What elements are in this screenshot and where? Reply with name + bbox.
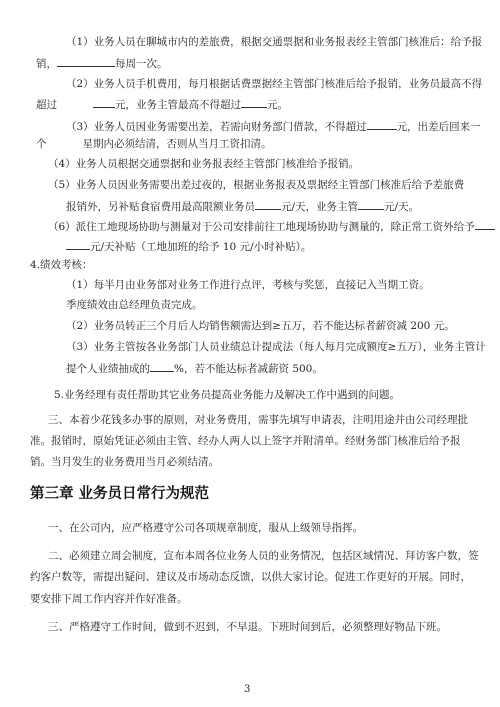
expense-item-5-line1: （5）业务人员因业务需要出差过夜的，根据业务报表及票据经主管部门核准后给予差旅费	[48, 179, 465, 191]
chapter3-para-1: 一、在公司内，应严格遵守公司各项规章制度，服从上级领导指挥。	[48, 522, 363, 534]
blank-field	[93, 97, 115, 108]
text-fragment: 元/天。	[384, 201, 420, 213]
text-fragment: 超过	[36, 99, 57, 111]
text-fragment: 元/天，业务主管	[281, 201, 359, 213]
text-fragment: 每周一次。	[115, 58, 168, 70]
blank-field	[66, 239, 90, 250]
blank-field	[475, 219, 495, 230]
performance-item-2-line1: （2）业务员转正三个月后人均销售额需达到≥五万，若不能达标者薪资减 200 元。	[66, 320, 455, 332]
expense-item-2-line2	[36, 97, 288, 112]
chapter3-para-2-line1: 二、必须建立周会制度，宣布本周各位业务人员的业务情况，包括区域情况、拜访客户数，签	[48, 550, 479, 562]
performance-item-3-line1: （3）业务主管按各业务部门人员业绩总计提成法（每人每月完成额度≥五万），业务主管计	[66, 341, 486, 353]
principle-line3: 销。当月发生的业务费用当月必须结清。	[30, 456, 219, 468]
chapter-heading: 第三章 业务员日常行为规范	[30, 485, 210, 502]
text-fragment: （6）派住工地现场协助与测量对于公司安排前往工地现场协助与测量的，除正常工资外给予	[48, 221, 475, 233]
performance-item-3-line2	[66, 361, 323, 376]
expense-item-5-line2	[66, 199, 419, 214]
expense-item-6-line2	[66, 239, 311, 254]
expense-item-6-line1	[48, 219, 495, 234]
blank-field	[150, 361, 174, 372]
manager-responsibility: 5.业务经理有责任帮助其它业务员提高业务能力及解决工作中遇到的问题。	[54, 389, 401, 401]
text-fragment: %，若不能达标者减薪资 500。	[174, 363, 323, 375]
blank-field	[367, 119, 397, 130]
text-fragment: 元/天补贴（工地加班的给予 10 元/小时补贴）。	[90, 241, 312, 253]
blank-field	[57, 56, 115, 67]
text-fragment: 星期内必须结清，否则从当月工资扣清。	[82, 138, 272, 150]
principle-line2: 准。报销时，原始凭证必须由主管、经办人两人以上签字并附清单。经财务部门核准后给予报	[30, 435, 461, 447]
expense-item-3-line2	[36, 138, 272, 151]
text-fragment: 提个人业绩抽成的	[66, 363, 150, 375]
expense-item-1-line1: （1）业务人员在聊城市内的差旅费，根据交通票据和业务报表经主管部门核准后：给予报	[66, 36, 483, 48]
expense-item-4-line1: （4）业务人员根据交通票据和业务报表经主管部门核准给予报销。	[48, 158, 360, 170]
text-fragment: 报销外，另补贴食宿费用最高限额业务员	[66, 201, 255, 213]
text-fragment: 元，业务主管最高不得超过	[115, 99, 241, 111]
chapter3-para-3: 三、严格遵守工作时间，做到不迟到，不早退。下班时间到后，必须整理好物品下班。	[48, 621, 447, 633]
performance-item-1-line2: 季度绩效由总经理负责完成。	[66, 299, 203, 311]
expense-item-1-line2	[36, 56, 168, 71]
chapter3-para-2-line2: 约客户数等，需提出疑问、建议及市场动态反馈，以供大家讨论。促进工作更好的开展。同时，	[30, 571, 471, 583]
performance-title: 4.绩效考核：	[30, 259, 93, 271]
expense-item-2-line1: （2）业务人员手机费用，每月根据话费票据经主管部门核准后给予报销，业务员最高不得	[66, 78, 483, 90]
principle-line1: 三、本着少花钱多办事的原则，对业务费用，需事先填写申请表，注明用途并由公司经理批	[48, 414, 468, 426]
chapter3-para-2-line3: 要安排下周工作内容并作好准备。	[30, 593, 188, 605]
blank-field	[358, 199, 384, 210]
expense-item-3-line1	[66, 119, 481, 134]
text-fragment: 元。	[267, 99, 288, 111]
blank-field	[255, 199, 281, 210]
blank-field	[241, 97, 267, 108]
performance-item-1-line1: （1）每半月由业务部对业务工作进行点评，考核与奖惩，直接记入当期工资。	[66, 279, 430, 291]
text-fragment: 个	[36, 138, 47, 150]
text-fragment: 销，	[36, 58, 57, 70]
text-fragment: 元，出差后回来一	[396, 121, 481, 133]
text-fragment: （3）业务人员因业务需要出差，若需向财务部门借款，不得超过	[66, 121, 367, 133]
page-number: 3	[244, 684, 251, 695]
